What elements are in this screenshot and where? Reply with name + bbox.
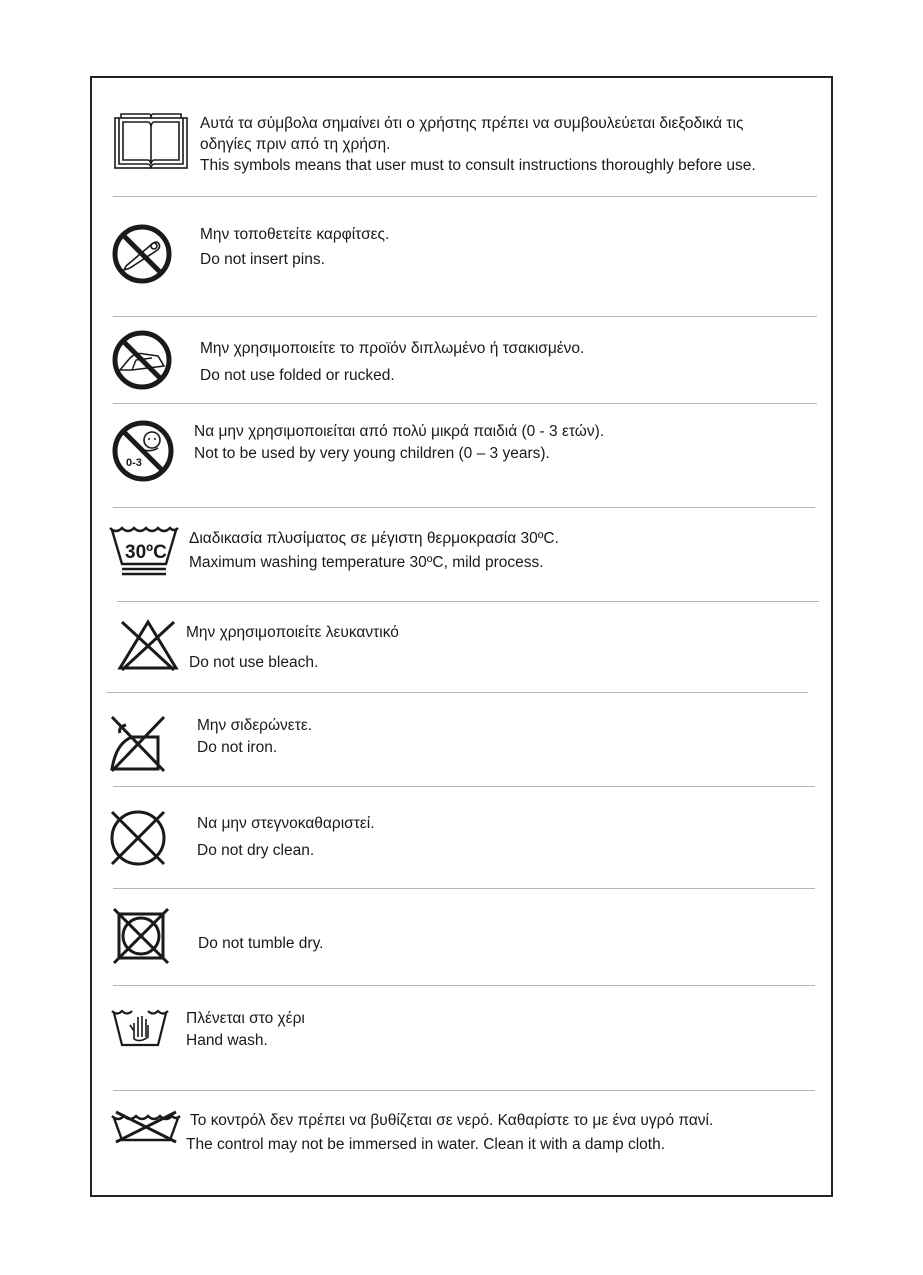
section-greek-text: Να μην στεγνοκαθαριστεί. [197,815,375,832]
section-greek-text: Μην τοποθετείτε καρφίτσες. [200,226,390,243]
section-english-text: Do not tumble dry. [198,935,324,952]
divider [106,692,808,693]
section-english-text: Do not iron. [197,739,278,756]
section-english-text: This symbols means that user must to consult instructions thoroughly before use. [200,157,756,174]
section-greek-text: Το κοντρόλ δεν πρέπει να βυθίζεται σε νερό. Καθαρίστε το με ένα υγρό πανί. [190,1112,714,1129]
section-english-text: Not to be used by very young children (0 – 3 years). [194,445,550,462]
age-label: 0-3 [126,457,142,469]
divider [113,316,817,317]
no-immerse-icon [110,1108,182,1144]
section-greek-text: Διαδικασία πλυσίματος σε μέγιστη θερμοκρασία 30ºC. [189,530,559,547]
no-iron-icon [108,713,168,775]
divider [113,507,815,508]
section-greek-text: Να μην χρησιμοποιείται από πολύ μικρά παιδιά (0 - 3 ετών). [194,423,605,440]
section-english-text: Maximum washing temperature 30ºC, mild process. [189,554,544,571]
hand-wash-icon [110,1003,170,1049]
section-english-text: The control may not be immersed in water. Clean it with a damp cloth. [186,1136,665,1153]
temperature-label: 30ºC [125,542,167,563]
section-greek-text: Μην χρησιμοποιείτε λευκαντικό [186,624,399,641]
instruction-book-icon [113,110,189,170]
section-english-text: Do not use bleach. [189,654,319,671]
section-greek-text: Μην χρησιμοποιείτε το προϊόν διπλωμένο ή τσακισμένο. [200,340,585,357]
section-greek-text: Πλένεται στο χέρι [186,1010,305,1027]
divider [113,985,815,986]
section-greek-text: Αυτά τα σύμβολα σημαίνει ότι ο χρήστης πρέπει να συμβουλεύεται διεξοδικά τις [200,115,744,132]
no-dry-clean-icon [108,808,168,868]
no-fold-icon [112,330,172,390]
section-english-text: Do not insert pins. [200,251,325,268]
divider [113,1090,815,1091]
section-english-text: Do not dry clean. [197,842,315,859]
no-pins-icon [112,224,172,284]
section-greek-text: Μην σιδερώνετε. [197,717,313,734]
no-tumble-dry-icon [111,906,171,966]
divider [113,888,815,889]
wash-30-icon [108,524,180,576]
no-bleach-icon [116,618,180,672]
section-english-text: Do not use folded or rucked. [200,367,395,384]
divider [117,601,819,602]
no-young-children-icon [112,420,174,482]
section-english-text: Hand wash. [186,1032,268,1049]
divider [113,403,817,404]
divider [113,786,815,787]
section-greek-text-continued: οδηγίες πριν από τη χρήση. [200,136,391,153]
divider [113,196,817,197]
